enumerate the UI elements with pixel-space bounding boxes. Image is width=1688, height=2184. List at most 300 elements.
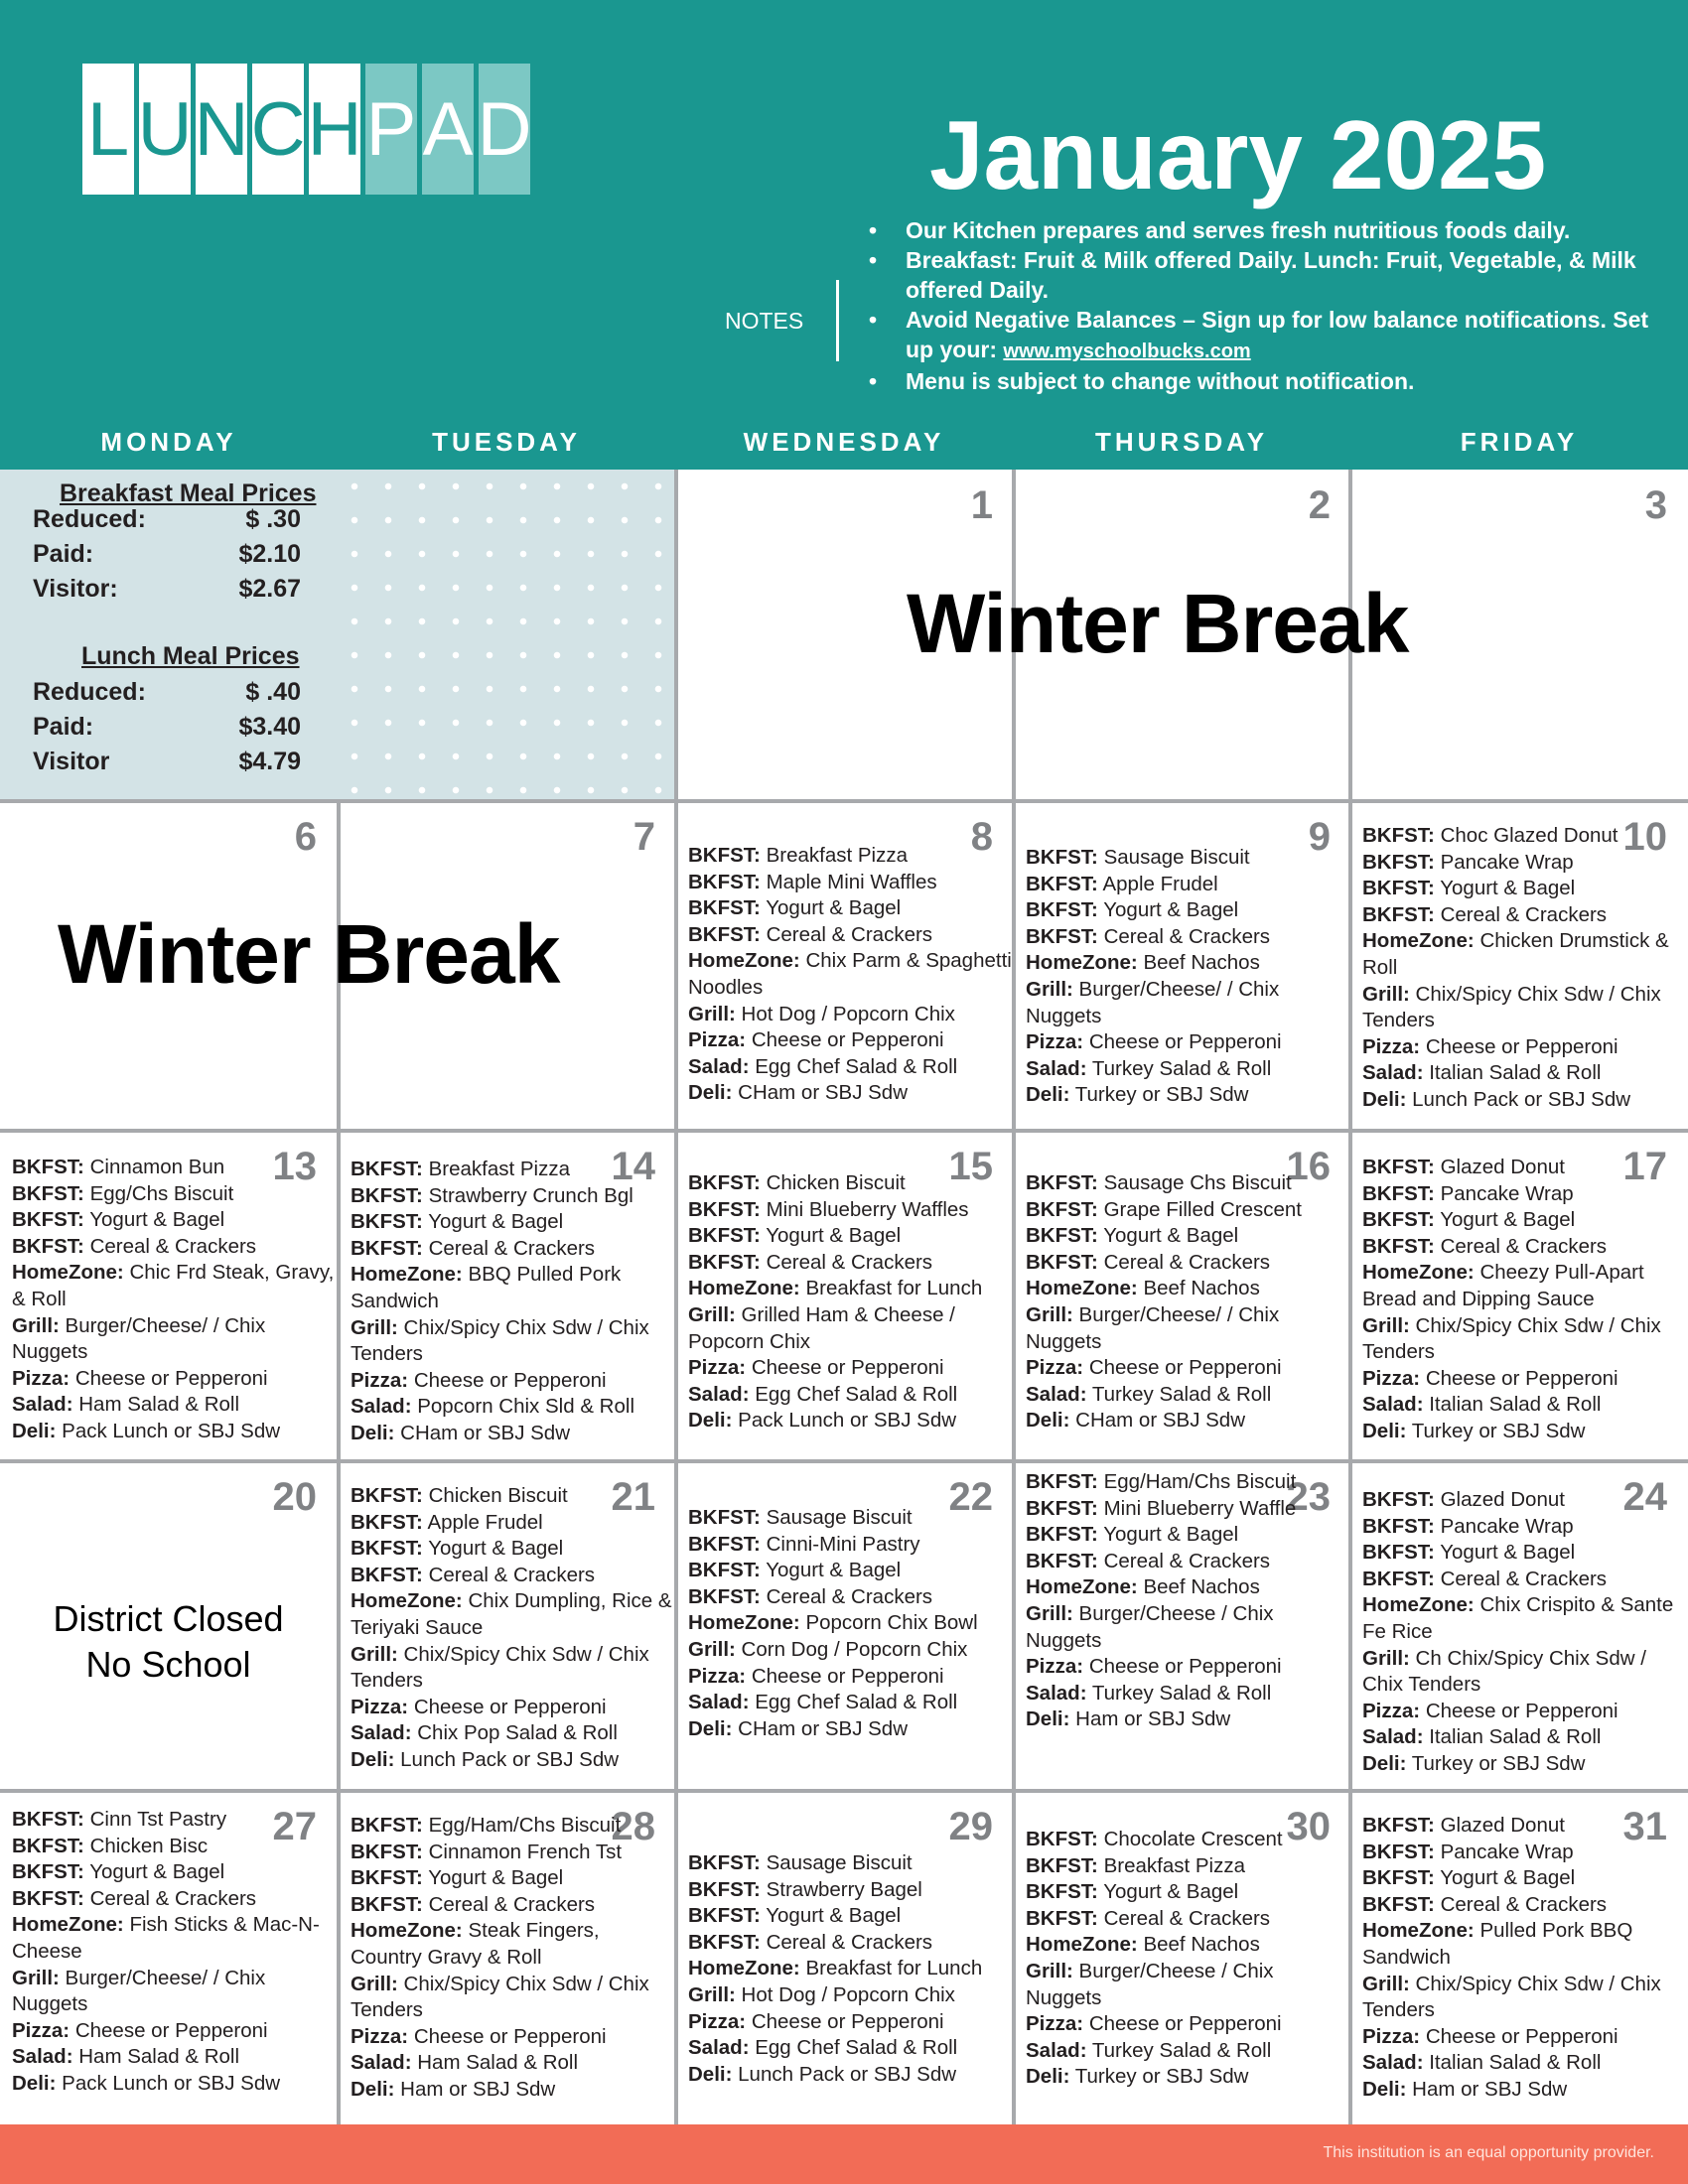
menu-category: Pizza:: [12, 2018, 70, 2042]
price-value: $ .40: [245, 678, 301, 706]
day-cell: [339, 1461, 675, 1791]
menu-category: BKFST:: [12, 1208, 84, 1232]
day-label: MONDAY: [100, 427, 237, 457]
menu-item: [688, 1690, 1012, 1716]
menu-item: [688, 1080, 1012, 1107]
menu-item: [1362, 1813, 1686, 1840]
menu-dish: Chocolate Crescent: [1103, 1828, 1283, 1850]
menu-category: HomeZone:: [351, 1589, 463, 1613]
menu-item: [1362, 1724, 1686, 1751]
menu-item: [688, 1408, 1012, 1434]
menu-category: Salad:: [1026, 1056, 1087, 1080]
menu-item: [1026, 1056, 1349, 1083]
prices-box: [0, 470, 337, 799]
menu-category: Deli:: [351, 1421, 395, 1444]
menu-category: Pizza:: [688, 2009, 747, 2033]
menu-dish: Chix Crispito & Sante Fe Rice: [1362, 1593, 1674, 1643]
menu-list: [1362, 823, 1686, 1114]
menu-dish: Cinn Tst Pastry: [89, 1808, 227, 1831]
menu-category: BKFST:: [351, 1183, 423, 1207]
menu-category: Salad:: [688, 2036, 750, 2060]
date-number: 10: [1622, 815, 1667, 859]
menu-category: BKFST:: [688, 896, 761, 920]
menu-category: BKFST:: [12, 1181, 84, 1205]
menu-category: Pizza:: [688, 1028, 747, 1052]
menu-category: Salad:: [1362, 1061, 1424, 1085]
day-cell: [1350, 1461, 1687, 1791]
menu-category: BKFST:: [351, 1892, 423, 1916]
menu-dish: Cinni-Mini Pastry: [766, 1532, 920, 1556]
menu-item: [1026, 1706, 1349, 1733]
menu-dish: Italian Salad & Roll: [1429, 1061, 1602, 1085]
menu-dish: Ham Salad & Roll: [78, 1393, 240, 1417]
menu-category: HomeZone:: [1026, 951, 1138, 975]
menu-item: [12, 1419, 336, 1445]
menu-list: [1026, 1469, 1349, 1733]
date-number: 13: [272, 1145, 317, 1188]
menu-dish: Yogurt & Bagel: [1103, 1224, 1239, 1248]
menu-category: Salad:: [351, 1395, 412, 1419]
menu-dish: Beef Nachos: [1143, 951, 1260, 975]
menu-item: [688, 1558, 1012, 1584]
menu-dish: Chix/Spicy Chix Sdw / Chix Tenders: [1362, 1313, 1661, 1364]
menu-item: [1362, 1972, 1686, 2024]
menu-dish: Yogurt & Bagel: [428, 1866, 564, 1890]
menu-dish: Glazed Donut: [1440, 1814, 1565, 1837]
price-row: [33, 505, 301, 534]
menu-category: BKFST:: [1026, 1828, 1098, 1850]
menu-dish: CHam or SBJ Sdw: [738, 1716, 909, 1740]
grid-line: [674, 470, 678, 2124]
menu-item: [1026, 1879, 1349, 1906]
menu-item: [688, 1637, 1012, 1664]
day-cell: [676, 1131, 1013, 1460]
menu-category: HomeZone:: [1026, 1277, 1138, 1300]
menu-dish: Apple Frudel: [1102, 872, 1218, 895]
menu-category: BKFST:: [1362, 824, 1435, 847]
menu-dish: Chix/Spicy Chix Sdw / Chix Tenders: [351, 1315, 649, 1366]
menu-item: [688, 1505, 1012, 1532]
menu-item: [1026, 1250, 1349, 1277]
menu-category: Salad:: [688, 1054, 750, 1078]
menu-dish: BBQ Pulled Pork Sandwich: [351, 1263, 622, 1312]
date-number: 16: [1286, 1145, 1331, 1188]
menu-category: BKFST:: [351, 1814, 423, 1837]
menu-dish: Corn Dog / Popcorn Chix: [741, 1637, 968, 1661]
menu-dish: Burger/Cheese/ / Chix Nuggets: [1026, 977, 1280, 1027]
menu-list: [1026, 845, 1349, 1109]
menu-category: Deli:: [1362, 2077, 1407, 2101]
menu-category: Grill:: [1026, 1302, 1073, 1326]
menu-item: [688, 870, 1012, 896]
menu-category: Pizza:: [351, 1695, 409, 1718]
note-text: Avoid Negative Balances – Sign up for low balance notifications. Set up your:: [906, 307, 1649, 362]
winter-break-label: Winter Break: [58, 907, 560, 1001]
menu-dish: Ham or SBJ Sdw: [400, 2077, 556, 2101]
menu-item: [1026, 924, 1349, 951]
menu-dish: Breakfast Pizza: [428, 1158, 571, 1180]
page-title: January 2025: [929, 100, 1547, 209]
menu-item: [1362, 1234, 1686, 1261]
menu-dish: Lunch Pack or SBJ Sdw: [1412, 1087, 1631, 1111]
menu-item: [1026, 2011, 1349, 2038]
menu-dish: Chix/Spicy Chix Sdw / Chix Tenders: [1362, 982, 1661, 1032]
menu-item: [688, 1877, 1012, 1904]
date-number: 28: [611, 1805, 655, 1848]
grid-line: [1348, 470, 1352, 2124]
menu-category: BKFST:: [351, 1537, 423, 1561]
menu-item: [1362, 1540, 1686, 1567]
menu-item: [1026, 1355, 1349, 1382]
menu-item: [1362, 1751, 1686, 1778]
menu-category: BKFST:: [351, 1510, 423, 1534]
menu-dish: Strawberry Crunch Bgl: [428, 1183, 633, 1207]
menu-dish: Italian Salad & Roll: [1429, 1393, 1602, 1417]
menu-list: [1362, 1487, 1686, 1778]
menu-category: Deli:: [1362, 1087, 1407, 1111]
menu-category: Pizza:: [12, 1366, 70, 1390]
menu-list: [12, 1807, 336, 2098]
day-cell: [1014, 1791, 1350, 2120]
menu-category: BKFST:: [1026, 1197, 1098, 1221]
menu-category: Salad:: [12, 1393, 73, 1417]
menu-category: Salad:: [688, 1382, 750, 1406]
menu-dish: Turkey Salad & Roll: [1091, 2038, 1272, 2062]
menu-dish: Egg/Chs Biscuit: [89, 1181, 234, 1205]
price-label: Reduced:: [33, 505, 146, 533]
menu-category: Grill:: [1026, 1959, 1073, 1982]
menu-category: BKFST:: [1362, 1541, 1435, 1565]
menu-category: Pizza:: [1362, 1034, 1421, 1058]
menu-dish: Cheese or Pepperoni: [413, 1368, 607, 1392]
menu-category: BKFST:: [1362, 1840, 1435, 1863]
menu-item: [688, 1584, 1012, 1611]
menu-category: Deli:: [688, 1716, 733, 1740]
menu-dish: Lunch Pack or SBJ Sdw: [400, 1747, 620, 1771]
day-cell: [676, 801, 1013, 1131]
menu-item: [1026, 1522, 1349, 1549]
menu-item: [351, 1536, 674, 1563]
menu-category: BKFST:: [1026, 1549, 1098, 1572]
date-number: 20: [272, 1475, 317, 1519]
price-label: Paid:: [33, 713, 94, 741]
menu-category: Pizza:: [1026, 1356, 1084, 1380]
menu-dish: Burger/Cheese/ / Chix Nuggets: [1026, 1302, 1280, 1353]
menu-category: Deli:: [1026, 1707, 1070, 1731]
menu-category: Salad:: [688, 1691, 750, 1714]
menu-item: [688, 2035, 1012, 2062]
menu-item: [12, 1859, 336, 1886]
menu-category: BKFST:: [1026, 1853, 1098, 1877]
menu-item: [351, 1262, 674, 1314]
menu-item: [351, 1421, 674, 1447]
menu-dish: Cereal & Crackers: [428, 1563, 596, 1586]
menu-category: BKFST:: [351, 1236, 423, 1260]
menu-dish: Cheese or Pepperoni: [413, 2024, 607, 2048]
menu-category: Salad:: [1026, 1382, 1087, 1406]
menu-category: Grill:: [351, 1642, 398, 1666]
menu-category: HomeZone:: [1026, 1575, 1138, 1599]
menu-item: [1026, 1170, 1349, 1197]
menu-item: [1362, 1060, 1686, 1087]
menu-item: [688, 1716, 1012, 1743]
price-label: Reduced:: [33, 678, 146, 706]
menu-item: [351, 1157, 674, 1183]
notes-label: NOTES: [725, 308, 804, 334]
menu-list: [688, 1505, 1012, 1742]
footer-text: This institution is an equal opportunity provider.: [1323, 2144, 1654, 2161]
menu-dish: Pancake Wrap: [1440, 850, 1574, 874]
logo-letter: A: [422, 64, 474, 195]
menu-item: [1026, 1469, 1349, 1496]
menu-dish: Egg Chef Salad & Roll: [755, 1382, 958, 1406]
menu-item: [351, 2050, 674, 2077]
menu-category: HomeZone:: [1362, 1261, 1475, 1285]
menu-item: [688, 1382, 1012, 1409]
menu-category: BKFST:: [1026, 1496, 1098, 1520]
price-row: [33, 575, 301, 604]
lunchpad-logo: [82, 64, 530, 195]
logo-letter: U: [139, 64, 191, 195]
menu-item: [1362, 1567, 1686, 1593]
menu-item: [1026, 950, 1349, 977]
menu-category: Deli:: [688, 1409, 733, 1433]
menu-item: [1362, 1087, 1686, 1114]
menu-item: [1026, 1496, 1349, 1523]
menu-category: Grill:: [12, 1966, 60, 1989]
menu-dish: CHam or SBJ Sdw: [738, 1081, 909, 1105]
menu-dish: Cereal & Crackers: [766, 1584, 933, 1608]
menu-category: Pizza:: [351, 2024, 409, 2048]
menu-item: [688, 1002, 1012, 1028]
grid-line: [0, 799, 1688, 803]
menu-category: Deli:: [12, 2071, 57, 2095]
menu-dish: Cheese or Pepperoni: [1088, 1356, 1282, 1380]
menu-item: [688, 1302, 1012, 1355]
menu-category: Salad:: [1362, 1725, 1424, 1749]
menu-dish: Apple Frudel: [427, 1510, 543, 1534]
menu-dish: Yogurt & Bagel: [428, 1537, 564, 1561]
menu-category: Grill:: [1362, 982, 1410, 1006]
menu-category: Deli:: [688, 2062, 733, 2086]
menu-item: [1026, 1082, 1349, 1109]
menu-dish: Turkey or SBJ Sdw: [1411, 1419, 1586, 1442]
menu-dish: Breakfast for Lunch: [805, 1277, 983, 1300]
menu-dish: Fish Sticks & Mac-N-Cheese: [12, 1913, 320, 1963]
price-value: $2.67: [238, 575, 301, 603]
menu-item: [1362, 850, 1686, 877]
menu-dish: Chix/Spicy Chix Sdw / Chix Tenders: [351, 1642, 649, 1693]
closed-line: District Closed: [53, 1598, 284, 1639]
menu-category: Salad:: [1026, 2038, 1087, 2062]
menu-item: [1026, 1302, 1349, 1355]
menu-item: [688, 922, 1012, 949]
menu-category: Grill:: [688, 1302, 736, 1326]
menu-item: [1026, 2038, 1349, 2065]
menu-dish: Hot Dog / Popcorn Chix: [741, 1982, 955, 2006]
menu-item: [1362, 1865, 1686, 1892]
menu-category: BKFST:: [688, 1197, 761, 1221]
day-cell: [1350, 1131, 1687, 1460]
menu-item: [1362, 823, 1686, 850]
menu-dish: Pancake Wrap: [1440, 1514, 1574, 1538]
menu-category: HomeZone:: [1362, 1919, 1475, 1943]
menu-category: BKFST:: [1026, 1250, 1098, 1274]
menu-category: BKFST:: [1362, 1567, 1435, 1590]
menu-dish: Steak Fingers, Country Gravy & Roll: [351, 1919, 600, 1969]
menu-category: HomeZone:: [351, 1919, 463, 1943]
menu-item: [1026, 897, 1349, 924]
weekday-header: [0, 417, 1688, 467]
date-number: 14: [611, 1145, 655, 1188]
menu-dish: Strawberry Bagel: [766, 1877, 922, 1901]
menu-category: HomeZone:: [1026, 1933, 1138, 1957]
menu-item: [1026, 1932, 1349, 1959]
menu-dish: Cereal & Crackers: [1440, 1892, 1608, 1916]
menu-list: [12, 1155, 336, 1445]
menu-dish: Cereal & Crackers: [89, 1234, 257, 1258]
menu-item: [1362, 1155, 1686, 1181]
menu-dish: Turkey or SBJ Sdw: [1411, 1751, 1586, 1775]
menu-dish: Turkey or SBJ Sdw: [1074, 1083, 1249, 1107]
day-cell: [339, 1131, 675, 1460]
menu-dish: Ham or SBJ Sdw: [1412, 2077, 1568, 2101]
menu-category: BKFST:: [1362, 1814, 1435, 1837]
menu-item: [1026, 1853, 1349, 1880]
menu-dish: Cheese or Pepperoni: [1425, 1366, 1618, 1390]
menu-item: [351, 1642, 674, 1695]
menu-item: [351, 1695, 674, 1721]
menu-item: [12, 1366, 336, 1393]
menu-category: HomeZone:: [1362, 1593, 1475, 1617]
menu-category: Deli:: [1026, 1409, 1070, 1433]
menu-item: [1026, 845, 1349, 872]
logo-letter: P: [365, 64, 417, 195]
date-number: 1: [970, 483, 993, 527]
menu-item: [351, 1368, 674, 1395]
menu-category: Pizza:: [1026, 2012, 1084, 2036]
menu-dish: Chix Dumpling, Rice & Teriyaki Sauce: [351, 1589, 672, 1639]
menu-dish: Chicken Bisc: [89, 1834, 209, 1857]
lunch-prices-title: Lunch Meal Prices: [81, 642, 300, 670]
menu-dish: Chix/Spicy Chix Sdw / Chix Tenders: [351, 1972, 649, 2022]
menu-category: BKFST:: [12, 1834, 84, 1857]
day-label: FRIDAY: [1460, 427, 1579, 457]
menu-item: [1362, 2077, 1686, 2104]
district-closed-notice: [0, 1596, 337, 1688]
menu-category: Grill:: [12, 1313, 60, 1337]
menu-category: Pizza:: [1026, 1655, 1084, 1679]
menu-category: HomeZone:: [688, 1611, 800, 1635]
menu-category: BKFST:: [1362, 1514, 1435, 1538]
menu-dish: Sausage Chs Biscuit: [1103, 1171, 1292, 1194]
menu-category: BKFST:: [351, 1158, 423, 1180]
menu-item: [351, 1394, 674, 1421]
date-number: 2: [1308, 483, 1331, 527]
menu-item: [1026, 977, 1349, 1029]
menu-category: HomeZone:: [688, 1277, 800, 1300]
menu-dish: Ham or SBJ Sdw: [1075, 1707, 1231, 1731]
menu-item: [1362, 1699, 1686, 1725]
price-value: $4.79: [238, 748, 301, 775]
menu-item: [12, 2071, 336, 2098]
day-cell: [1350, 1791, 1687, 2120]
day-label: TUESDAY: [432, 427, 581, 457]
menu-item: [12, 1966, 336, 2018]
menu-dish: CHam or SBJ Sdw: [1075, 1409, 1246, 1433]
myschoolbucks-link[interactable]: www.myschoolbucks.com: [1003, 341, 1251, 362]
menu-item: [1026, 1959, 1349, 2011]
menu-category: BKFST:: [12, 1886, 84, 1910]
menu-dish: Popcorn Chix Bowl: [805, 1611, 978, 1635]
menu-category: BKFST:: [1362, 1234, 1435, 1258]
menu-item: [688, 1276, 1012, 1302]
menu-dish: Grape Filled Crescent: [1103, 1197, 1302, 1221]
menu-category: BKFST:: [1026, 1171, 1098, 1194]
menu-dish: Pancake Wrap: [1440, 1840, 1574, 1863]
grid-line: [0, 1129, 1688, 1133]
menu-item: [688, 1170, 1012, 1197]
menu-dish: Egg Chef Salad & Roll: [755, 2036, 958, 2060]
menu-category: Deli:: [688, 1081, 733, 1105]
menu-category: Pizza:: [688, 1664, 747, 1688]
footer-bar: [0, 2124, 1688, 2184]
menu-item: [688, 1532, 1012, 1559]
menu-dish: Burger/Cheese/ / Chix Nuggets: [12, 1313, 266, 1364]
menu-category: HomeZone:: [688, 949, 800, 973]
menu-category: Grill:: [688, 1982, 736, 2006]
menu-dish: Cereal & Crackers: [766, 1930, 933, 1954]
menu-category: HomeZone:: [12, 1913, 124, 1937]
notes-list: [869, 215, 1678, 396]
menu-item: [1362, 1181, 1686, 1208]
menu-dish: Yogurt & Bagel: [766, 896, 902, 920]
menu-category: BKFST:: [1362, 1181, 1435, 1205]
menu-dish: CHam or SBJ Sdw: [400, 1421, 571, 1444]
menu-item: [1362, 1034, 1686, 1061]
menu-dish: Sausage Biscuit: [766, 1506, 913, 1529]
menu-item: [351, 2024, 674, 2051]
menu-dish: Cereal & Crackers: [1103, 924, 1271, 948]
menu-dish: Cheese or Pepperoni: [74, 2018, 268, 2042]
menu-category: BKFST:: [1026, 1224, 1098, 1248]
menu-dish: Cereal & Crackers: [89, 1886, 257, 1910]
menu-category: BKFST:: [351, 1210, 423, 1234]
menu-item: [1362, 1514, 1686, 1541]
menu-dish: Yogurt & Bagel: [766, 1904, 902, 1928]
menu-item: [688, 1903, 1012, 1930]
menu-category: BKFST:: [1026, 924, 1098, 948]
menu-item: [1026, 1654, 1349, 1681]
date-number: 27: [272, 1805, 317, 1848]
menu-item: [351, 1720, 674, 1747]
menu-category: Deli:: [351, 1747, 395, 1771]
date-number: 3: [1644, 483, 1667, 527]
menu-dish: Cheese or Pepperoni: [751, 1664, 944, 1688]
menu-list: [688, 843, 1012, 1107]
date-number: 30: [1286, 1805, 1331, 1848]
menu-item: [1026, 872, 1349, 898]
logo-letter: H: [309, 64, 360, 195]
menu-item: [1362, 1646, 1686, 1699]
menu-category: BKFST:: [351, 1840, 423, 1863]
menu-item: [1362, 2050, 1686, 2077]
menu-item: [12, 1155, 336, 1181]
menu-dish: Maple Mini Waffles: [766, 870, 937, 893]
menu-dish: Chix Parm & Spaghetti Noodles: [688, 949, 1012, 999]
grid-line: [0, 1789, 1688, 1793]
menu-list: [1026, 1827, 1349, 2091]
